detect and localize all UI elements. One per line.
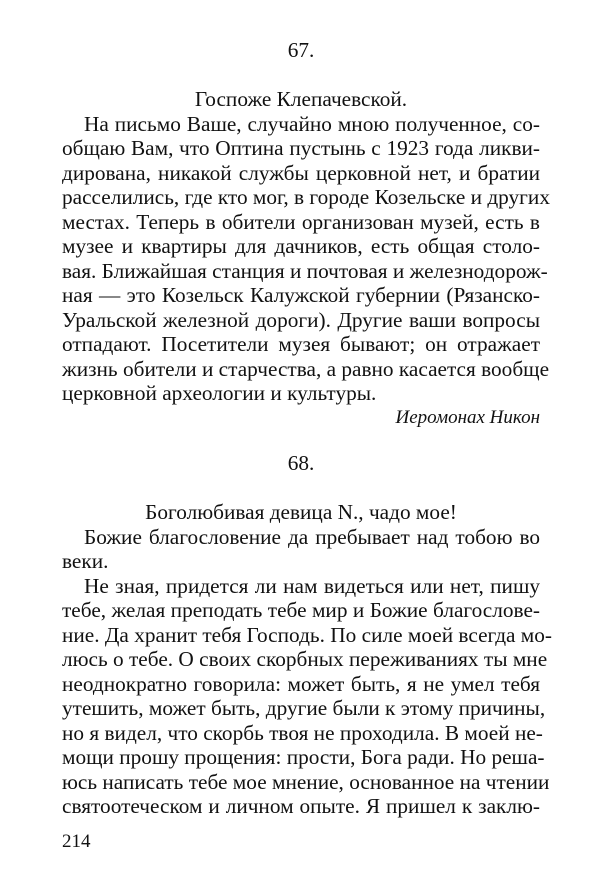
- text-line: святоотеческом и личном опыте. Я пришел к заклю-: [62, 794, 540, 818]
- text-line: мощи прошу прощения: прости, Бога ради. Но реша-: [62, 745, 545, 769]
- text-line: вая. Ближайшая станция и почтовая и железнодорож-: [62, 258, 548, 283]
- letter-67: [62, 38, 550, 430]
- text-line: веки.: [62, 549, 109, 573]
- text-line: церковной археологии и культуры.: [62, 381, 377, 405]
- text-line: жизнь обители и старчества, а равно касается вообще: [62, 356, 550, 381]
- letter-number: 67.: [287, 38, 315, 62]
- text-line: местах. Теперь в обители организован музей, есть в: [62, 209, 540, 234]
- text-line: общаю Вам, что Оптина пустынь с 1923 года ликви-: [62, 136, 540, 160]
- letter-salutation: Боголюбивая девица N., чадо мое!: [145, 500, 457, 524]
- text-line: музее и квартиры для дачников, есть общая столо-: [62, 234, 540, 258]
- text-line: тебе, желая преподать тебе мир и Божие благослове-: [62, 598, 540, 622]
- text-line: На письмо Ваше, случайно мною полученное, со-: [84, 111, 540, 136]
- text-line: юсь написать тебе мое мнение, основанное на чтении: [62, 769, 550, 794]
- text-line: но я видел, что скорбь твоя не проходила. В моей не-: [62, 720, 543, 745]
- text-line: Божие благословение да пребывает над тобою во: [84, 524, 540, 549]
- letter-68: [62, 451, 553, 819]
- text-line: отпадают. Посетители музея бывают; он отражает: [62, 332, 540, 356]
- text-line: ная — это Козельск Калужской губернии (Рязанско-: [62, 283, 540, 307]
- text-line: неоднократно говорила: может быть, я не умел тебя: [62, 671, 540, 696]
- text-line: Не зная, придется ли нам видеться или нет, пишу: [84, 573, 540, 598]
- text-line: ние. Да хранит тебя Господь. По силе моей всегда мо-: [62, 622, 553, 647]
- letter-number: 68.: [287, 451, 315, 475]
- text-line: утешить, может быть, другие были к этому причины,: [62, 696, 546, 720]
- page-number: 214: [62, 831, 91, 852]
- text-line: люсь о тебе. О своих скорбных переживаниях ты мне: [62, 647, 548, 671]
- spacer: [62, 476, 540, 501]
- spacer: [62, 63, 540, 88]
- signature: Иеромонах Никон: [395, 406, 540, 428]
- text-line: дирована, никакой службы церковной нет, и братии: [62, 160, 540, 185]
- letter-salutation: Госпоже Клепачевской.: [194, 87, 408, 111]
- text-line: расселились, где кто мог, в городе Козельске и других: [62, 185, 550, 209]
- text-line: Уральской железной дороги). Другие ваши вопросы: [62, 307, 540, 332]
